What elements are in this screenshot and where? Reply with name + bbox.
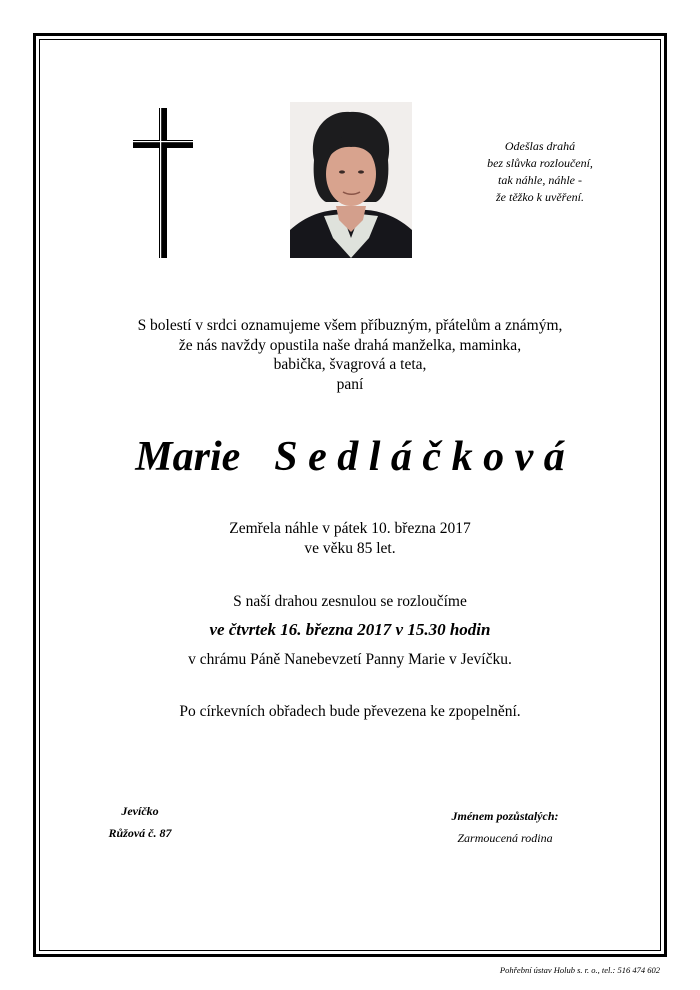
address-town: Jevíčko bbox=[121, 804, 159, 818]
announcement-intro bbox=[40, 316, 660, 394]
family-address bbox=[90, 800, 190, 844]
verse-line: tak náhle, náhle - bbox=[498, 173, 582, 187]
signature-heading: Jménem pozůstalých: bbox=[451, 809, 559, 823]
signature-name: Zarmoucená rodina bbox=[457, 831, 553, 845]
death-line: Zemřela náhle v pátek 10. března 2017 bbox=[229, 520, 471, 537]
farewell-intro: S naší drahou zesnulou se rozloučíme bbox=[233, 593, 467, 610]
first-name: Marie bbox=[135, 434, 241, 480]
cross-icon bbox=[133, 108, 193, 258]
cremation-note: Po církevních obřadech bude převezena ke zpopelnění. bbox=[179, 703, 521, 720]
intro-line: babička, švagrová a teta, bbox=[273, 356, 427, 373]
verse-line: Odešlas drahá bbox=[504, 139, 576, 153]
portrait-photo bbox=[290, 102, 412, 258]
intro-line: paní bbox=[336, 375, 364, 393]
address-street: Růžová č. 87 bbox=[108, 826, 172, 840]
verse-line: bez slůvka rozloučení, bbox=[487, 156, 593, 170]
farewell-verse bbox=[460, 138, 620, 206]
intro-line: S bolestí v srdci oznamujeme všem příbuzným, přátelům a známým, bbox=[137, 317, 563, 334]
ceremony-place: v chrámu Páně Nanebevzetí Panny Marie v Jevíčku. bbox=[188, 651, 512, 668]
last-name: S e d l á č k o v á bbox=[274, 434, 565, 480]
verse-line: že těžko k uvěření. bbox=[496, 190, 584, 204]
intro-line: že nás navždy opustila naše drahá manželka, maminka, bbox=[178, 336, 522, 354]
death-line: ve věku 85 let. bbox=[304, 540, 396, 557]
ceremony-datetime: ve čtvrtek 16. března 2017 v 15.30 hodin bbox=[209, 620, 491, 639]
funeral-home-footer: Pohřební ústav Holub s. r. o., tel.: 516 474 602 bbox=[499, 965, 660, 975]
death-info bbox=[40, 519, 660, 559]
deceased-name bbox=[40, 430, 660, 484]
signature-block bbox=[410, 805, 600, 849]
